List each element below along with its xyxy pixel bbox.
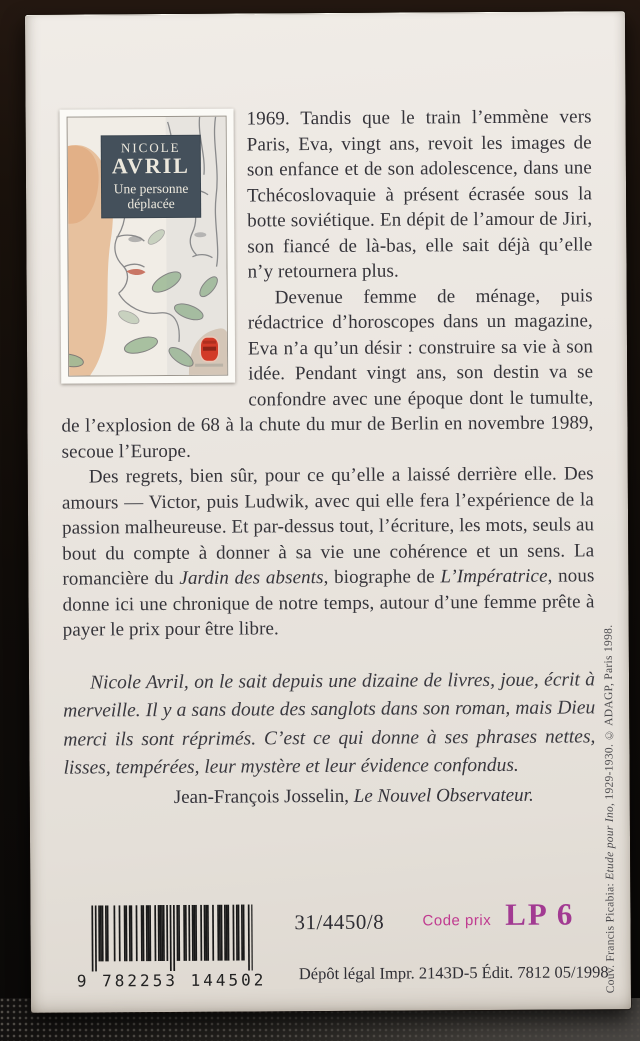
cover-credit-artwork-title: Etude pour Ino xyxy=(603,805,617,880)
price-code-value: LP 6 xyxy=(505,896,575,932)
press-review xyxy=(63,666,596,809)
cover-credit-suffix: , 1929-1930. © ADAGP, Paris 1998. xyxy=(602,624,616,806)
synopsis-paragraph-2: Devenue femme de ménage, puis rédactrice d’horoscopes dans un magazine, Eva n’a qu’un désir : construire sa vie à son idée. Pendant vingt ans, son destin va se confondre avec une époque dont le tumulte, de l’explosion de 68 à la chute du mur de Berlin en novembre 1989, secoue l’Europe. xyxy=(61,284,594,463)
le-livre-de-poche-logo-icon xyxy=(201,338,218,361)
cover-artwork xyxy=(67,116,229,377)
synopsis-p3-text1: Des regrets, bien sûr, pour ce qu’elle a laissé derrière elle. Des amours — Victor, puis Ludwik, avec qui elle fera l’expérience de la passion malheureuse. Et par-dessus tout, l’écriture, les mots, seuls au bout du compte à donner à sa vie une cohérence et un sens. La romancière du xyxy=(61,463,595,590)
barcode-bars xyxy=(88,904,252,973)
cover-title-line1: Une personne xyxy=(113,180,189,197)
back-cover-content xyxy=(60,104,596,809)
legal-deposit-line: Dépôt légal Impr. 2143D-5 Édit. 7812 05/1998 xyxy=(298,962,609,984)
cover-title-line2: déplacée xyxy=(127,195,175,212)
book-back-cover xyxy=(25,11,631,1013)
synopsis-p3-text2: , biographe de xyxy=(323,566,441,589)
review-attribution xyxy=(64,784,596,809)
barcode-digits: 9 782253 144502 xyxy=(76,970,267,991)
ean-barcode xyxy=(76,904,269,991)
cover-author-line2: AVRIL xyxy=(111,152,190,179)
price-code xyxy=(422,896,612,933)
synopsis-p3-text3: , nous donne ici une chronique de notre temps, autour d’une femme prête à payer le prix pour être libre. xyxy=(62,565,595,641)
synopsis-p3-book-title-1: Jardin des absents xyxy=(179,567,324,589)
cover-credit-prefix: Couv. Francis Picabia: xyxy=(604,879,617,994)
reviewer-name: Jean-François Josselin, xyxy=(173,785,354,808)
cover-credit xyxy=(602,533,617,993)
front-cover-thumbnail xyxy=(60,109,236,384)
logo-caption xyxy=(195,364,223,367)
synopsis-paragraph-1: 1969. Tandis que le train l’emmène vers Paris, Eva, vingt ans, revoit les images de son enfance et de son adolescence, dans une Tchécoslovaquie à présent écrasée sous la botte soviétique. En dépit de l’amour de Jiri, son fiancé de là-bas, elle sait déjà qu’elle n’y retournera plus. xyxy=(246,106,593,283)
cover-author-line1: NICOLE xyxy=(120,139,181,156)
cover-title-box xyxy=(102,136,200,218)
synopsis-paragraph-3 xyxy=(62,461,595,643)
synopsis-p3-book-title-2: L’Impératrice xyxy=(440,565,548,588)
review-quote: Nicole Avril, on le sait depuis une dizaine de livres, joue, écrit à merveille. Il y a sans doute des sanglots dans son roman, mais Dieu merci ils sont réprimés. C’est ce qui donne à ses phrases nettes, lisses, tempérées, leur mystère et leur évidence confondus. xyxy=(63,668,596,779)
review-source: Le Nouvel Observateur. xyxy=(353,784,534,807)
catalog-number: 31/4450/8 xyxy=(294,909,385,935)
price-code-label: Code prix xyxy=(422,912,492,930)
